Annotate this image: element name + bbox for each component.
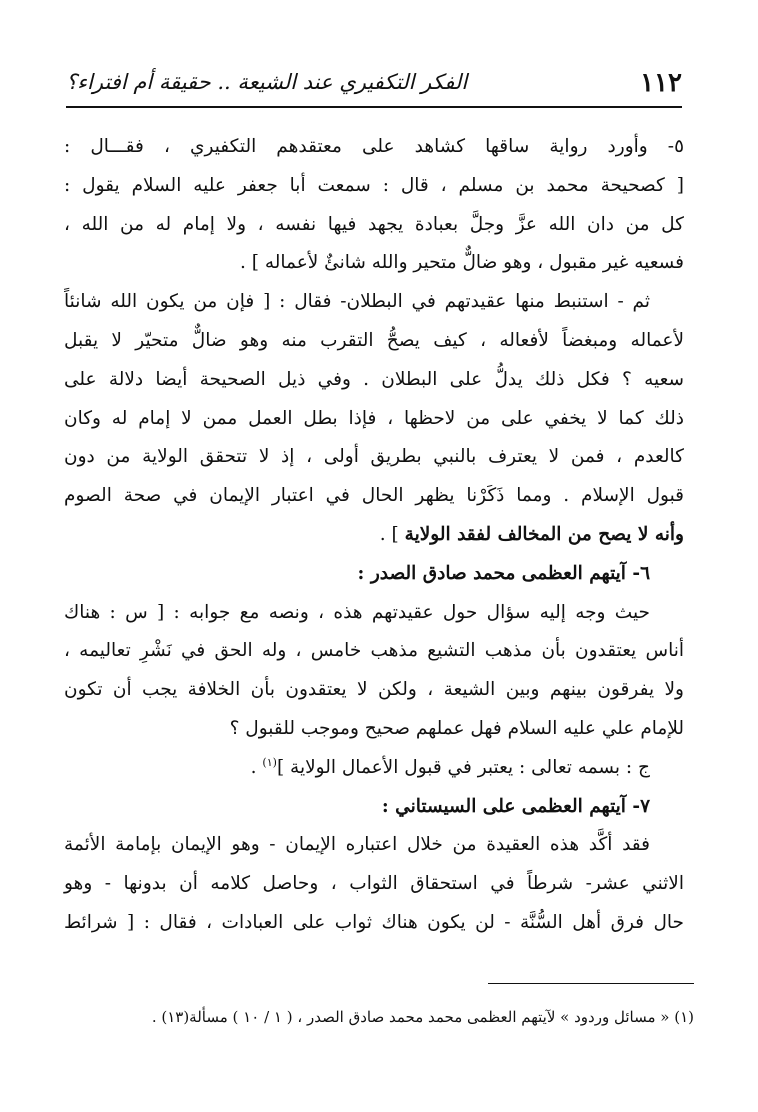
text-line: أناس يعتقدون بأن مذهب التشيع مذهب خامس ، وله الحق في نَشْرِ تعاليمه ، [64,640,684,662]
section-heading-7: ٧- آيتهم العظمى على السيستاني : [381,795,650,817]
text-line: فسعيه غير مقبول ، وهو ضالٌّ متحير والله شانئٌ لأعماله ] . [239,252,684,274]
bracket-close: ] . [379,523,399,545]
text-line: الاثني عشر- شرطاً في استحقاق الثواب ، وحاصل كلامه أن بدونها - وهو [64,873,684,895]
text-line-bold [64,516,684,555]
text-line: لأعماله ومبغضاً لأفعاله ، كيف يصحُّ التقرب منه وهو ضالٌّ متحيّر لا يقبل [64,329,684,351]
answer-line [64,749,684,788]
footnote: (١) « مسائل وردود » لآيتهم العظمى محمد محمد صادق الصدر ، ( ١ / ١٠ ) مسألة(١٣) . [151,1008,694,1026]
text-line: فقد أكَّد هذه العقيدة من خلال اعتباره الإيمان - وهو الإيمان بإمامة الأئمة [64,834,650,856]
answer-text: ج : بسمه تعالى : يعتبر في قبول الأعمال الولاية ] [276,756,650,778]
text-line: ثم - استنبط منها عقيدتهم في البطلان- فقال : [ فإن من يكون الله شانئاً [64,291,650,313]
footnote-ref: (١) [262,755,277,769]
page-header [66,64,682,108]
bold-phrase: وأنه لا يصح من المخالف لفقد الولاية [404,523,684,545]
text-line: سعيه ؟ فكل ذلك يدلُّ على البطلان . وفي ذيل الصحيحة أيضا دلالة على [64,368,684,390]
text-line: حال فرق أهل السُّنَّة - لن يكون هناك ثواب على العبادات ، فقال : [ شرائط [64,911,684,933]
body-text [64,128,684,943]
answer-tail: . [250,756,263,778]
text-line: ٥- وأورد رواية ساقها كشاهد على معتقدهم التكفيري ، فقـــال : [64,136,684,157]
running-title: الفكر التكفيري عند الشيعة .. حقيقة أم افتراء؟ [66,70,468,94]
text-line: قبول الإسلام . ومما ذَكَرْنا يظهر الحال في اعتبار الإيمان في صحة الصوم [64,485,684,507]
footnote-separator [488,983,694,984]
text-line: للإمام علي عليه السلام فهل عملهم صحيح وموجب للقبول ؟ [229,717,684,739]
text-line: ولا يفرقون بينهم وبين الشيعة ، ولكن لا يعتقدون بأن الخلافة يجب أن تكون [64,679,684,701]
text-line: ذلك كما لا يخفي على من لاحظها ، فإذا بطل العمل ممن لا إمام له وكان [64,407,684,429]
text-line: كل من دان الله عزَّ وجلَّ بعبادة يجهد فيها نفسه ، ولا إمام له من الله ، [64,213,684,235]
page-number: ١١٢ [640,68,682,98]
header-rule [66,106,682,108]
text-line: كالعدم ، فمن لا يعترف بالنبي بطريق أولى ، إذ لا تتحقق الولاية من دون [64,446,684,468]
text-line: حيث وجه إليه سؤال حول عقيدتهم هذه ، ونصه مع جوابه : [ س : هناك [64,601,650,623]
section-heading-6: ٦- آيتهم العظمى محمد صادق الصدر : [357,562,650,584]
text-line: [ كصحيحة محمد بن مسلم ، قال : سمعت أبا جعفر عليه السلام يقول : [64,174,684,196]
